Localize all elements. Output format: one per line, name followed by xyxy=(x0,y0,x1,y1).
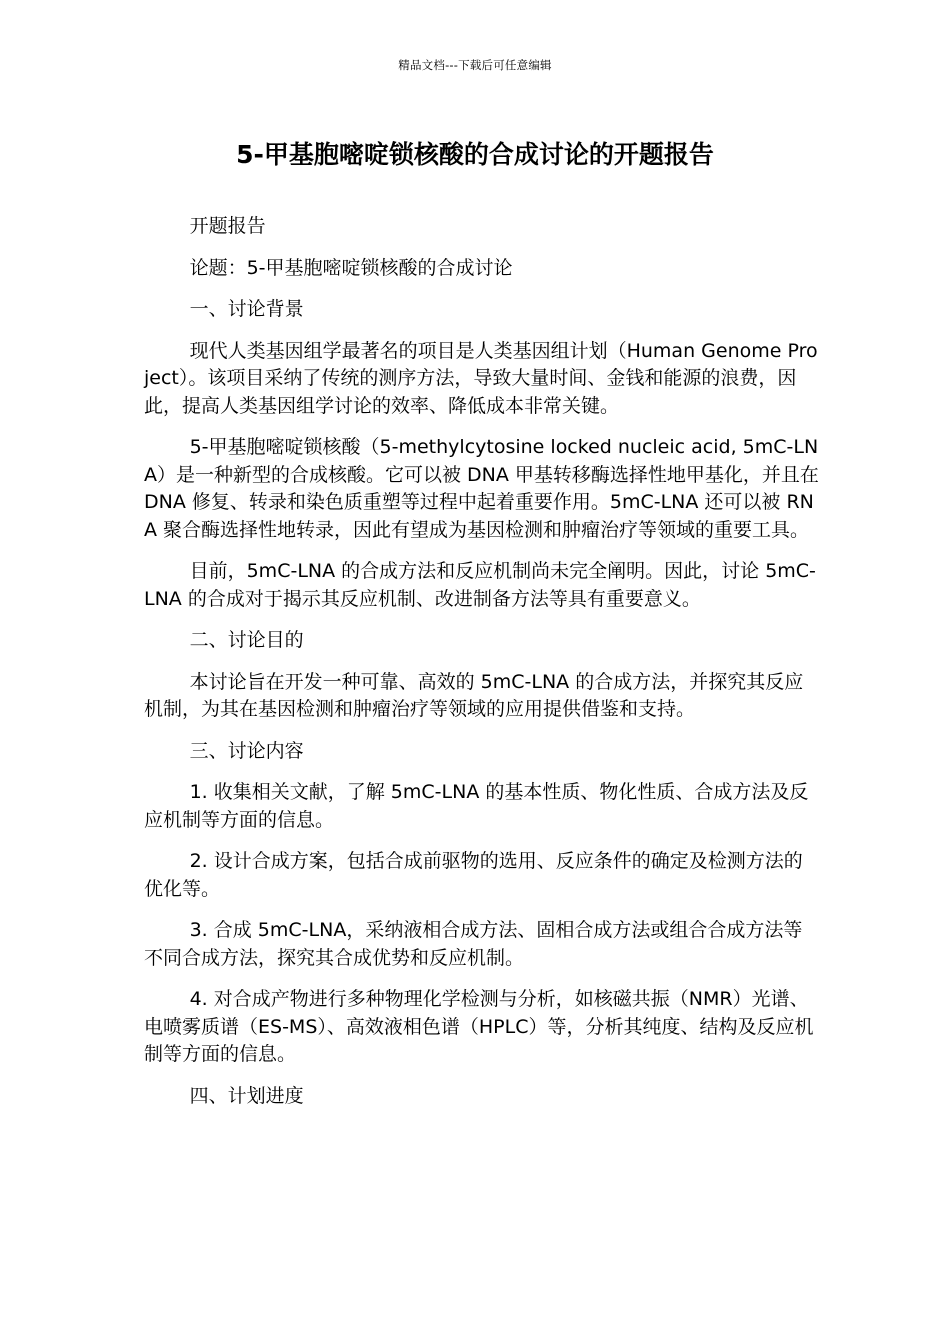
paragraph-purpose: 本讨论旨在开发一种可靠、高效的 5mC-LNA 的合成方法，并探究其反应机制，为其在基因检测和肿瘤治疗等领域的应用提供借鉴和支持。 xyxy=(144,670,804,720)
paragraph-background-1: 现代人类基因组学最著名的项目是人类基因组计划（Human Genome Project）。该项目采纳了传统的测序方法，导致大量时间、金钱和能源的浪费，因此，提高人类基因组学讨论的效率、降低成本非常关键。 xyxy=(144,339,818,417)
document-title: 5-甲基胞嘧啶锁核酸的合成讨论的开题报告 xyxy=(236,140,714,169)
list-item-3: 3. 合成 5mC-LNA，采纳液相合成方法、固相合成方法或组合合成方法等不同合成方法，探究其合成优势和反应机制。 xyxy=(144,919,803,969)
header-note: 精品文档---下载后可任意编辑 xyxy=(398,58,552,72)
paragraph-background-3: 目前，5mC-LNA 的合成方法和反应机制尚未完全阐明。因此，讨论 5mC-LNA 的合成对于揭示其反应机制、改进制备方法等具有重要意义。 xyxy=(144,560,816,610)
paragraph-background-2: 5-甲基胞嘧啶锁核酸（5-methylcytosine locked nucleic acid, 5mC-LNA）是一种新型的合成核酸。它可以被 DNA 甲基转移酶选择性地甲基化，并且在 DNA 修复、转录和染色质重塑等过程中起着重要作用。5mC-LNA 还可以被 RNA 聚合酶选择性地转录，因此有望成为基因检测和肿瘤治疗等领域的重要工具。 xyxy=(144,436,819,541)
section-heading-content: 三、讨论内容 xyxy=(189,739,304,762)
section-heading-schedule: 四、计划进度 xyxy=(189,1084,304,1107)
section-heading-purpose: 二、讨论目的 xyxy=(189,629,304,651)
document-body xyxy=(144,213,819,1124)
section-heading-background: 一、讨论背景 xyxy=(189,298,304,320)
topic-line: 论题：5-甲基胞嘧啶锁核酸的合成讨论 xyxy=(189,256,513,279)
list-item-1: 1. 收集相关文献，了解 5mC-LNA 的基本性质、物化性质、合成方法及反应机制等方面的信息。 xyxy=(144,781,809,831)
section-label: 开题报告 xyxy=(189,215,266,237)
list-item-2: 2. 设计合成方案，包括合成前驱物的选用、反应条件的确定及检测方法的优化等。 xyxy=(144,850,803,900)
list-item-4: 4. 对合成产物进行多种物理化学检测与分析，如核磁共振（NMR）光谱、电喷雾质谱（ES-MS）、高效液相色谱（HPLC）等，分析其纯度、结构及反应机制等方面的信息。 xyxy=(144,988,814,1065)
